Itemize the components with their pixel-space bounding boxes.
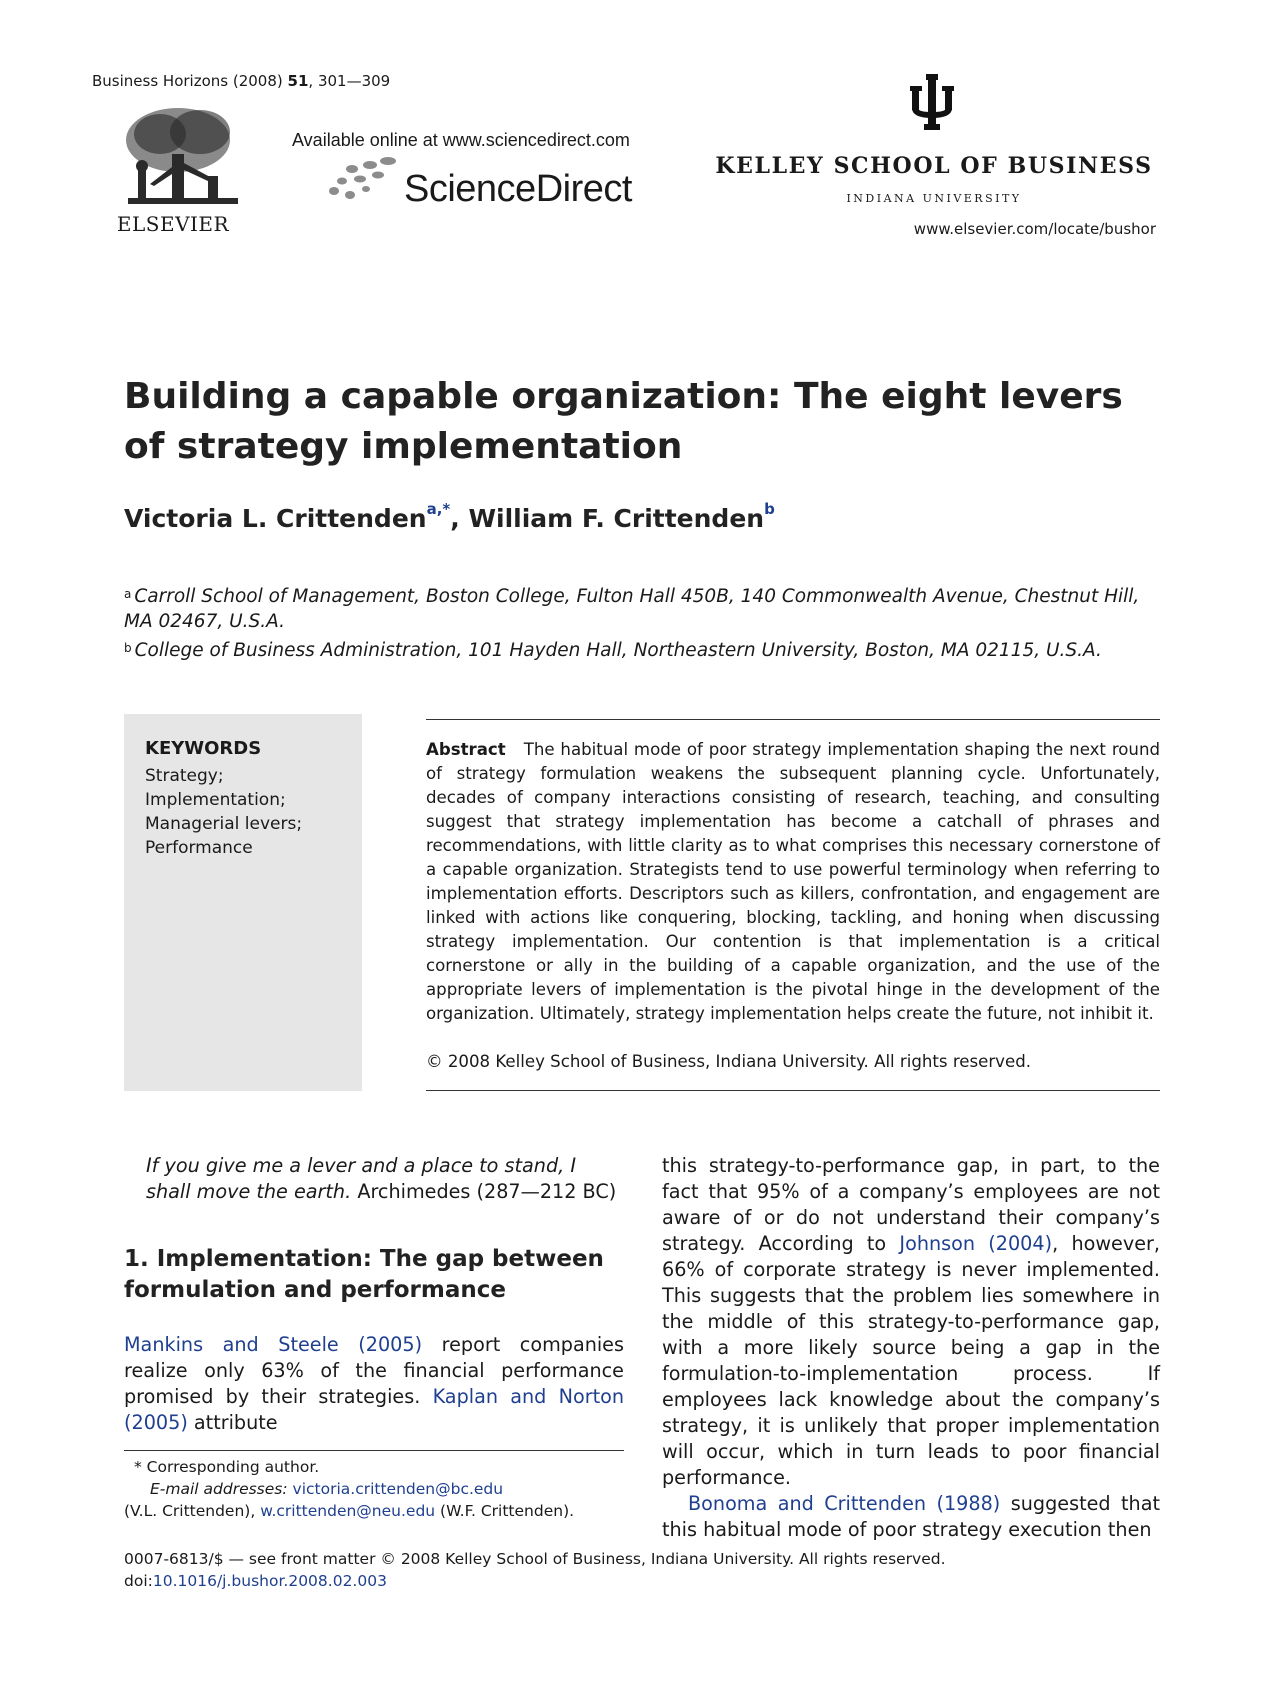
article-title: Building a capable organization: The eight levers of strategy implementation bbox=[124, 376, 1123, 467]
affiliation-mark: a bbox=[124, 587, 132, 601]
sciencedirect-dots-icon bbox=[326, 155, 406, 207]
footnote-rule bbox=[124, 1450, 624, 1451]
affiliation-text: Carroll School of Management, Boston College, Fulton Hall 450B, 140 Commonwealth Avenue, Chestnut Hill, MA 02467, U.S.A. bbox=[124, 586, 1140, 632]
keywords-box bbox=[124, 714, 362, 1091]
citation-link[interactable]: Bonoma and Crittenden (1988) bbox=[688, 1492, 1001, 1515]
right-column bbox=[662, 1153, 1160, 1543]
email-link-2[interactable]: w.crittenden@neu.edu bbox=[260, 1502, 436, 1520]
author-1: Victoria L. Crittenden bbox=[124, 504, 427, 533]
right-paragraph-2 bbox=[662, 1491, 1160, 1543]
paragraph-text: report companies realize only 63% of the financial performance promised by their strategies. bbox=[124, 1333, 624, 1408]
keyword-item: Managerial levers; bbox=[145, 814, 303, 834]
paragraph-text: attribute bbox=[187, 1411, 278, 1434]
author-1-affiliation-marks[interactable]: a,* bbox=[426, 500, 451, 518]
doi-label: doi: bbox=[124, 1572, 153, 1590]
left-column-paragraph bbox=[124, 1332, 624, 1436]
paragraph-text: suggested that this habitual mode of poor strategy execution then bbox=[662, 1492, 1160, 1541]
keyword-item: Performance bbox=[145, 838, 253, 858]
email-owner-1: (V.L. Crittenden), bbox=[124, 1502, 256, 1520]
journal-volume: 51 bbox=[287, 72, 309, 90]
abstract-bottom-rule bbox=[426, 1090, 1160, 1091]
doi-line bbox=[124, 1570, 946, 1592]
citation-link[interactable]: Kaplan and Norton (2005) bbox=[124, 1385, 625, 1434]
epigraph-source: Archimedes (287—212 BC) bbox=[357, 1180, 617, 1203]
footnote bbox=[124, 1456, 624, 1522]
abstract-top-rule bbox=[426, 719, 1160, 720]
issn-line: 0007-6813/$ — see front matter © 2008 Kelley School of Business, Indiana University. All rights reserved. bbox=[124, 1550, 946, 1568]
journal-url-link[interactable]: www.elsevier.com/locate/bushor bbox=[913, 220, 1156, 238]
author-2: William F. Crittenden bbox=[468, 504, 765, 533]
front-matter-info bbox=[124, 1548, 946, 1592]
abstract-copyright: © 2008 Kelley School of Business, Indiana University. All rights reserved. bbox=[426, 1052, 1032, 1071]
right-paragraph-1 bbox=[662, 1153, 1160, 1491]
author-line: Victoria L. Crittenden$^{a,*}$, William F. Crittenden$^b$ bbox=[124, 500, 775, 533]
citation-link[interactable]: Mankins and Steele (2005) bbox=[124, 1333, 423, 1356]
keywords-list bbox=[145, 764, 302, 860]
journal-name: Business Horizons (2008) bbox=[92, 72, 283, 90]
doi-link[interactable]: 10.1016/j.bushor.2008.02.003 bbox=[152, 1572, 387, 1590]
paragraph-text: , however, 66% of corporate strategy is never implemented. This suggests that the problem lies somewhere in the middle of this strategy-to-performance gap, with a more likely source being a gap in the formulation-to-implementation process. If employees lack knowledge about the company’s strategy, it is unlikely that proper implementation will occur, which in turn leads to poor financial performance. bbox=[662, 1232, 1160, 1489]
abstract-label: Abstract bbox=[426, 740, 506, 759]
paragraph-text: this strategy-to-performance gap, in part, to the fact that 95% of a company’s employees are not aware of or do not understand their company’s strategy. According to bbox=[662, 1154, 1160, 1255]
corresponding-author-note: * Corresponding author. bbox=[134, 1458, 320, 1476]
keyword-item: Strategy; bbox=[145, 766, 224, 786]
journal-reference: Business Horizons (2008) 51, 301—309 bbox=[92, 72, 391, 90]
elsevier-tree-logo-icon bbox=[120, 104, 244, 208]
affiliation-b bbox=[124, 638, 1164, 663]
section-heading: 1. Implementation: The gap between formulation and performance bbox=[124, 1246, 604, 1303]
epigraph-quote: If you give me a lever and a place to stand, I shall move the earth. bbox=[146, 1154, 576, 1203]
author-2-affiliation-marks[interactable]: b bbox=[764, 500, 775, 518]
epigraph bbox=[146, 1153, 624, 1205]
indiana-university-label: INDIANA UNIVERSITY bbox=[846, 192, 1022, 205]
citation-link[interactable]: Johnson (2004) bbox=[899, 1232, 1053, 1255]
email-line bbox=[124, 1478, 624, 1500]
abstract bbox=[426, 738, 1160, 1026]
elsevier-wordmark: ELSEVIER bbox=[116, 212, 230, 236]
kelley-school-name: KELLEY SCHOOL OF BUSINESS bbox=[715, 153, 1153, 179]
abstract-text: The habitual mode of poor strategy implementation shaping the next round of strategy formulation weakens the subsequent planning cycle. Unfortunately, decades of company interactions consisting of research, teaching, and consulting suggest that strategy implementation has become a catchall of phrases and recommendations, with little clarity as to what comprises this necessary cornerstone of a capable organization. Strategists tend to use powerful terminology when referring to implementation efforts. Descriptors such as killers, confrontation, and engagement are linked with actions like conquering, blocking, tackling, and honing when discussing strategy implementation. Our contention is that implementation is a critical cornerstone or ally in the building of a capable organization, and the use of the appropriate levers of implementation is the pivotal hinge in the development of the organization. Ultimately, strategy implementation helps create the future, not inhibit it. bbox=[426, 740, 1160, 1023]
keywords-heading: KEYWORDS bbox=[145, 738, 262, 759]
sciencedirect-wordmark: ScienceDirect bbox=[404, 168, 632, 210]
affiliation-text: College of Business Administration, 101 Hayden Hall, Northeastern University, Boston, MA 02115, U.S.A. bbox=[134, 640, 1102, 661]
email-owner-2: (W.F. Crittenden). bbox=[440, 1502, 575, 1520]
email-link-1[interactable]: victoria.crittenden@bc.edu bbox=[292, 1480, 504, 1498]
affiliation-mark: b bbox=[124, 641, 132, 655]
affiliation-a bbox=[124, 584, 1164, 634]
available-online-text: Available online at www.sciencedirect.com bbox=[292, 130, 630, 150]
email-line-2 bbox=[124, 1500, 624, 1522]
journal-pages: 301—309 bbox=[317, 72, 391, 90]
keyword-item: Implementation; bbox=[145, 790, 286, 810]
email-label: E-mail addresses: bbox=[150, 1480, 288, 1498]
indiana-university-trident-icon bbox=[908, 74, 956, 132]
